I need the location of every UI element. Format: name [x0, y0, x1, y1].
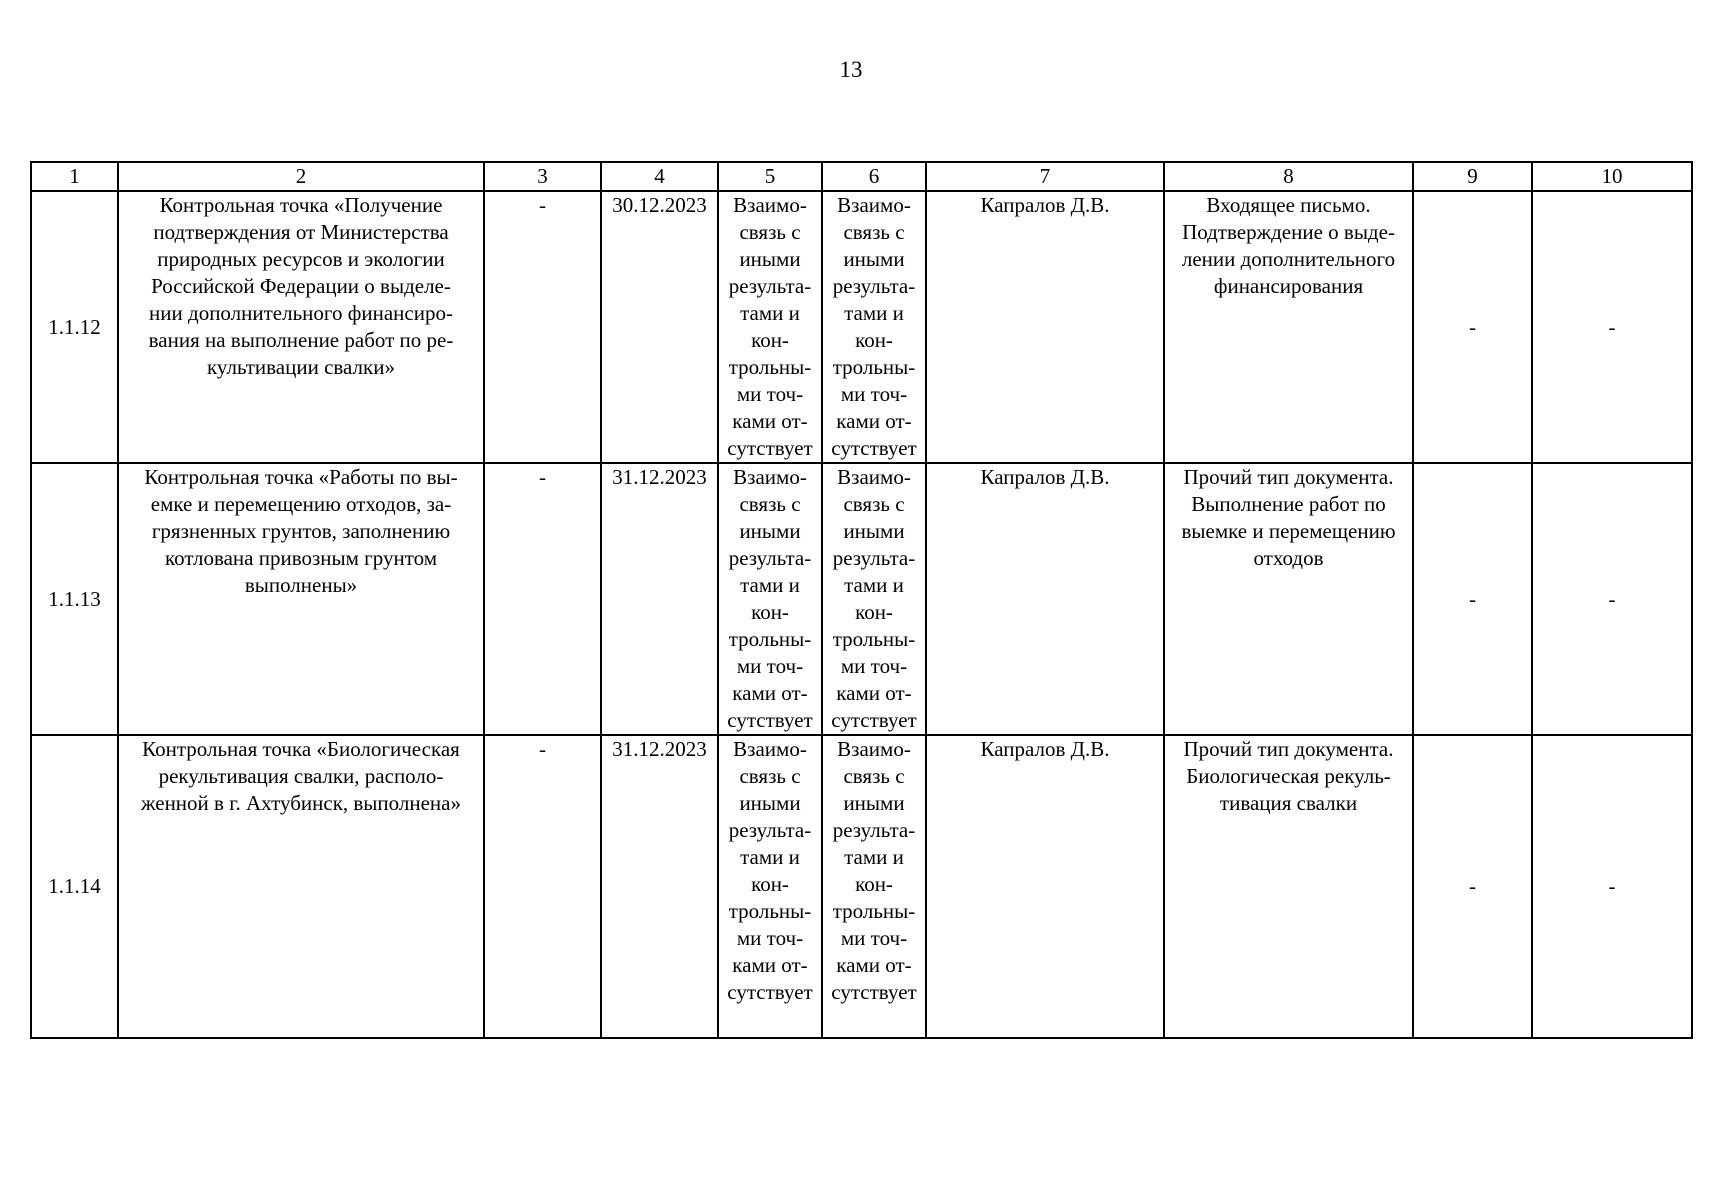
- relation-successors: Взаимо- связь с иными результа- тами и кон- трольны- ми точ- ками от- сутствует: [822, 735, 926, 1038]
- column-3-value: -: [484, 191, 601, 463]
- control-point-name: Контрольная точка «Биологическая рекультивация свалки, располо- женной в г. Ахтубинск, выполнена»: [118, 735, 484, 1038]
- relation-predecessors: Взаимо- связь с иными результа- тами и кон- трольны- ми точ- ками от- сутствует: [718, 735, 822, 1038]
- control-point-name: Контрольная точка «Работы по вы- емке и перемещению отходов, за- грязненных грунтов, заполнению котлована привозным грунтом выполнены»: [118, 463, 484, 735]
- column-3-value: -: [484, 735, 601, 1038]
- row-number: 1.1.12: [31, 191, 118, 463]
- column-9-value: -: [1413, 735, 1532, 1038]
- relation-successors: Взаимо- связь с иными результа- тами и кон- трольны- ми точ- ками от- сутствует: [822, 463, 926, 735]
- relation-predecessors: Взаимо- связь с иными результа- тами и кон- трольны- ми точ- ками от- сутствует: [718, 463, 822, 735]
- column-header: 6: [822, 162, 926, 191]
- control-points-table: [30, 161, 1693, 1039]
- column-header: 8: [1164, 162, 1413, 191]
- column-10-value: -: [1532, 463, 1692, 735]
- relation-successors: Взаимо- связь с иными результа- тами и кон- трольны- ми точ- ками от- сутствует: [822, 191, 926, 463]
- column-9-value: -: [1413, 463, 1532, 735]
- confirming-document: Прочий тип документа. Биологическая рекуль- тивация свалки: [1164, 735, 1413, 1038]
- deadline-date: 31.12.2023: [601, 463, 718, 735]
- deadline-date: 30.12.2023: [601, 191, 718, 463]
- page-number: 13: [839, 57, 863, 82]
- deadline-date: 31.12.2023: [601, 735, 718, 1038]
- column-9-value: -: [1413, 191, 1532, 463]
- responsible-person: Капралов Д.В.: [926, 463, 1164, 735]
- row-number: 1.1.14: [31, 735, 118, 1038]
- table-row: [31, 191, 1692, 463]
- responsible-person: Капралов Д.В.: [926, 735, 1164, 1038]
- control-point-name: Контрольная точка «Получение подтверждения от Министерства природных ресурсов и экологии Российской Федерации о выделе- нии дополнительного финансиро- вания на выполнение работ по ре- культивации свалки»: [118, 191, 484, 463]
- column-10-value: -: [1532, 191, 1692, 463]
- responsible-person: Капралов Д.В.: [926, 191, 1164, 463]
- column-header: 1: [31, 162, 118, 191]
- column-header: 4: [601, 162, 718, 191]
- table-row: [31, 463, 1692, 735]
- column-header: 3: [484, 162, 601, 191]
- column-header: 10: [1532, 162, 1692, 191]
- table-row: [31, 735, 1692, 1038]
- column-header: 9: [1413, 162, 1532, 191]
- column-3-value: -: [484, 463, 601, 735]
- column-header: 5: [718, 162, 822, 191]
- column-10-value: -: [1532, 735, 1692, 1038]
- relation-predecessors: Взаимо- связь с иными результа- тами и кон- трольны- ми точ- ками от- сутствует: [718, 191, 822, 463]
- header-row: [31, 162, 1692, 191]
- row-number: 1.1.13: [31, 463, 118, 735]
- column-header: 7: [926, 162, 1164, 191]
- column-header: 2: [118, 162, 484, 191]
- confirming-document: Прочий тип документа. Выполнение работ по выемке и перемещению отходов: [1164, 463, 1413, 735]
- confirming-document: Входящее письмо. Подтверждение о выде- лении дополнительного финансирования: [1164, 191, 1413, 463]
